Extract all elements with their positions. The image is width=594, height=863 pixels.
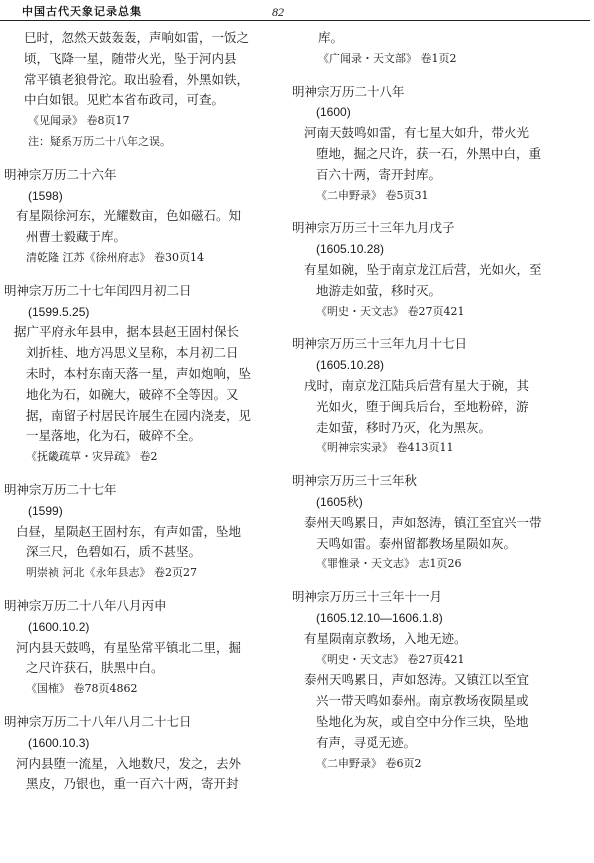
left-column: [4, 28, 284, 795]
text-line: 河内县堕一流星，入地数尺，发之，去外: [16, 755, 242, 771]
entry-gap: [288, 70, 588, 82]
date-line: (1605.12.10—1606.1.8): [316, 610, 443, 625]
entry-gap: [288, 575, 588, 587]
text-line: 明神宗万历三十三年九月十七日: [292, 336, 468, 352]
source-citation: 《罪惟录・天文志》 志1页26: [316, 557, 462, 571]
entry-gap: [4, 153, 284, 165]
date-line: (1600): [316, 105, 351, 120]
entry-gap: [4, 584, 284, 596]
text-line: 明神宗万历二十八年八月丙申: [4, 597, 167, 613]
entry-gap: [288, 206, 588, 218]
entry-gap: [4, 700, 284, 712]
text-line: 戌时，南京龙江陆兵后营有星大于碗，其: [304, 377, 530, 393]
right-column: [288, 28, 588, 774]
text-line: 明神宗万历二十七年: [4, 481, 117, 497]
text-line: 明神宗万历三十三年九月戊子: [292, 220, 455, 236]
text-line: 黑皮，乃银也，重一百六十两，寄开封: [26, 776, 239, 792]
text-line: 泰州天鸣累日，声如怒涛，镇江至宜兴一带: [304, 514, 542, 530]
text-line: 明神宗万历二十八年八月二十七日: [4, 713, 192, 729]
entry-gap: [4, 269, 284, 281]
text-line: 未时，本村东南天落一星，声如炮响，坠: [26, 365, 252, 381]
text-line: 泰州天鸣累日，声如怒涛。又镇江以至宜: [304, 672, 530, 688]
date-line: (1598): [28, 188, 63, 203]
text-line: 走如萤，移时乃灭，化为黑灰。: [316, 419, 492, 435]
date-line: (1605.10.28): [316, 358, 385, 373]
text-line: 地游走如萤，移时灭。: [316, 282, 442, 298]
date-line: (1605秋): [316, 494, 363, 509]
editor-note: 注：疑系万历二十八年之误。: [28, 134, 171, 148]
text-line: 中白如银。见贮本省布政司，可查。: [24, 92, 225, 108]
text-line: 百六十两，寄开封库。: [316, 166, 442, 182]
text-line: 巳时，忽然天鼓轰轰，声响如雷，一饭之: [24, 30, 250, 45]
source-citation: 《国榷》 卷78页4862: [26, 682, 138, 696]
text-line: 库。: [318, 30, 344, 45]
text-line: 深三尺，色碧如石，质不甚坚。: [26, 544, 202, 560]
source-citation: 《明神宗实录》 卷413页11: [316, 441, 454, 455]
date-line: (1605.10.28): [316, 242, 385, 257]
text-line: 据广平府永年县申，据本县赵王固村保长: [14, 324, 240, 340]
text-line: 明神宗万历三十三年秋: [292, 473, 418, 489]
source-citation: 清乾隆 江苏《徐州府志》 卷30页14: [26, 250, 204, 264]
source-citation: 明崇祯 河北《永年县志》 卷2页27: [26, 566, 197, 580]
book-title: 中国古代天象记录总集: [22, 5, 142, 18]
text-line: 之尺许获石，肤黑中白。: [26, 660, 164, 676]
source-citation: 《二申野录》 卷6页2: [316, 756, 422, 770]
text-line: 白昼，星陨赵王固村东，有声如雷，坠地: [16, 523, 242, 539]
text-line: 有星如碗，坠于南京龙江后营，光如火，至: [304, 261, 542, 277]
text-line: 据，南留子村居民许展生在园内浇麦，见: [26, 407, 252, 423]
source-citation: 《二申野录》 卷5页31: [316, 188, 429, 202]
date-line: (1600.10.3): [28, 735, 90, 750]
text-line: 刘折桂、地方冯思义呈称，本月初二日: [26, 345, 239, 361]
source-citation: 《广闻录・天文部》 卷1页2: [318, 51, 457, 65]
source-citation: 《明史・天文志》 卷27页421: [316, 304, 465, 318]
text-line: 明神宗万历二十八年: [292, 83, 405, 99]
entry-gap: [288, 322, 588, 334]
text-line: 有星陨南京教场，入地无迹。: [304, 630, 467, 646]
header-rule: [0, 20, 590, 21]
date-line: (1599): [28, 503, 63, 518]
page-number: 82: [272, 5, 284, 19]
source-citation: 《抚畿疏草・灾异疏》 卷2: [26, 450, 158, 464]
text-line: 明神宗万历二十六年: [4, 166, 117, 182]
text-line: 坠地化为灰，或自空中分作三块，坠地: [316, 713, 529, 729]
entry-gap: [288, 459, 588, 471]
text-line: 堕地，掘之尺许，获一石，外黑中白，重: [316, 145, 542, 161]
text-line: 有星陨徐河东，光耀数亩，色如磁石。知: [16, 208, 242, 224]
text-line: 有声，寻觅无迹。: [316, 734, 417, 750]
text-line: 地化为石，如碗大，破碎不全等因。又: [26, 386, 239, 402]
text-line: 顷，飞降一星，随带火光，坠于河内县: [24, 50, 237, 66]
text-line: 河内县天鼓鸣，有星坠常平镇北二里，掘: [16, 639, 242, 655]
text-line: 河南天鼓鸣如雷，有七星大如升，带火光: [304, 125, 530, 141]
text-line: 兴一带天鸣如泰州。南京教场夜陨星或: [316, 693, 529, 709]
date-line: (1600.10.2): [28, 619, 90, 634]
text-line: 一星落地，化为石，破碎不全。: [26, 428, 202, 444]
source-citation: 《明史・天文志》 卷27页421: [316, 652, 465, 666]
text-line: 明神宗万历二十七年闰四月初二日: [4, 282, 192, 298]
source-citation: 《见闻录》 卷8页17: [28, 114, 130, 128]
text-line: 光如火，堕于闽兵后台，至地粉碎，游: [316, 398, 529, 414]
text-line: 州曹士毅藏于库。: [26, 229, 127, 245]
date-line: (1599.5.25): [28, 304, 90, 319]
text-line: 天鸣如雷。泰州留都教场星陨如灰。: [316, 535, 517, 551]
entry-gap: [4, 468, 284, 480]
text-line: 明神宗万历三十三年十一月: [292, 589, 443, 605]
text-line: 常平镇老狼骨沱。取出验看，外黑如铁，: [24, 71, 250, 87]
